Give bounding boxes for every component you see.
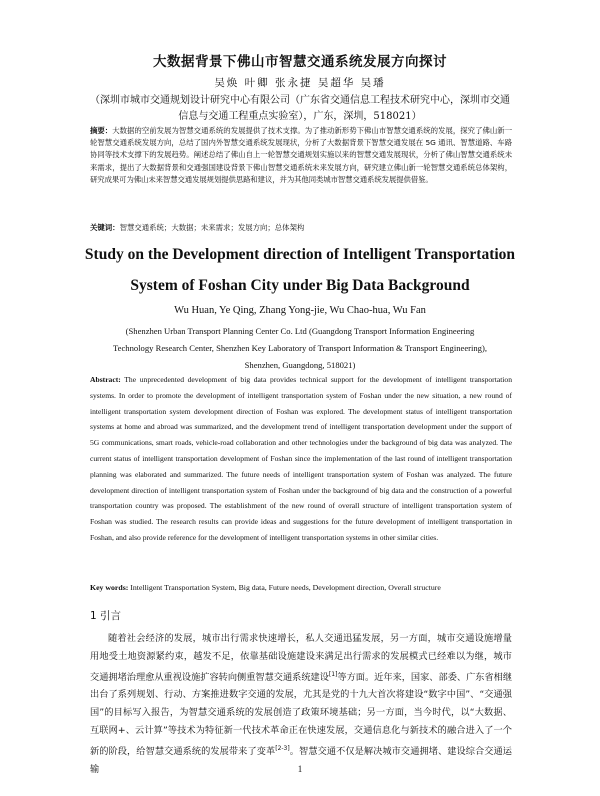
chinese-abstract-label: 摘要： <box>90 126 113 135</box>
chinese-keywords-text: 智慧交通系统；大数据；未来需求；发展方向；总体架构 <box>119 223 305 232</box>
chinese-abstract <box>90 125 512 186</box>
citation-marker: [2-3] <box>275 744 290 752</box>
citation-marker: [1] <box>328 670 338 678</box>
chinese-title: 大数据背景下佛山市智慧交通系统发展方向探讨 <box>153 54 447 70</box>
introduction-text: 。智慧交通不仅是解决城市交通拥堵、建设综合交通运输 <box>90 745 512 775</box>
english-affiliation-line: (Shenzhen Urban Transport Planning Center Co. Ltd (Guangdong Transport Information Engineering <box>125 326 475 336</box>
chinese-keywords <box>90 222 512 233</box>
english-authors: Wu Huan, Ye Qing, Zhang Yong-jie, Wu Chao-hua, Wu Fan <box>174 305 426 316</box>
section-heading-introduction: 1 引言 <box>90 610 122 622</box>
english-keywords <box>90 583 512 592</box>
english-keywords-label: Key words: <box>90 583 129 592</box>
page-number: 1 <box>297 764 303 774</box>
introduction-text: 随着社会经济的发展，城市出行需求快速增长，私人交通迅猛发展，另一方面，城市交通设施增量用地受土地资源紧约束，越发不足，依靠基础设施建设来满足出行需求的发展模式已经难以为继，城市交通拥堵治理愈从重视设施扩容转向侧重智慧交通系统建设 <box>90 633 512 683</box>
introduction-paragraph <box>90 630 512 779</box>
english-title-line-1: Study on the Development direction of Intelligent Transportation <box>84 246 516 263</box>
english-abstract-label: Abstract: <box>90 375 121 384</box>
chinese-keywords-label: 关键词： <box>90 223 120 232</box>
chinese-authors: 吴焕 叶卿 张永捷 吴超华 吴璠 <box>214 77 386 89</box>
english-affiliation-line: Technology Research Center, Shenzhen Key Laboratory of Transport Information & Transport Engineering), <box>113 343 487 353</box>
english-affiliation-line: Shenzhen, Guangdong, 518021) <box>244 360 356 370</box>
english-affiliation <box>80 323 520 374</box>
english-keywords-text: Intelligent Transportation System, Big data, Future needs, Development direction, Overall structure <box>130 583 441 592</box>
chinese-affiliation: （深圳市城市交通规划设计研究中心有限公司（广东省交通信息工程技术研究中心，深圳市交通信息与交通工程重点实验室），广东，深圳，518021） <box>90 95 510 122</box>
english-title-line-2: System of Foshan City under Big Data Background <box>130 277 470 294</box>
english-abstract <box>90 372 512 546</box>
introduction-text: 等方面。近年来，国家、部委、广东省相继出台了系列规划、行动、方案推进数字交通的发展，尤其是党的十九大首次将建设“数字中国”、“交通强国”的目标写入报告，为智慧交通系统的发展创造了政策环境基础；另一方面，当今时代，以“大数据、互联网+、云计算”等技术为特征新一代技术革命正在快速发展，交通信息化与新技术的融合进入了一个新的阶段，给智慧交通系统的发展带来了变革 <box>90 671 513 757</box>
english-abstract-text: The unprecedented development of big data provides technical support for the development of intelligent transportation systems. In order to promote the development of intelligent transportation system of Foshan under the new situation, a new round of intelligent transportation system development direction of Foshan was explored. The development status of intelligent transportation systems at home and abroad was summarized, and the development trend of intelligent transportation development under the support of 5G communications, smart roads, vehicle-road collaboration and other technologies under the background of big data was analyzed. The current status of intelligent transportation development of Foshan since the implementation of the last round of intelligent transportation planning was elaborated and summarized. The future needs of intelligent transportation system of Foshan was analyzed. The future development direction of intelligent transportation system of Foshan under the background of big data and the construction of a powerful transportation country was proposed. The establishment of the new round of overall structure of intelligent transportation system of Foshan was studied. The research results can provide ideas and suggestions for the future development of intelligent transportation in Foshan, and also provide reference for the development of intelligent transportation systems in other similar cities. <box>90 375 513 542</box>
chinese-abstract-text: 大数据的空前发展为智慧交通系统的发展提供了技术支撑。为了推动新形势下佛山市智慧交通系统的发展，探究了佛山新一轮智慧交通系统发展方向，总结了国内外智慧交通系统发展现状，分析了大数据背景下智慧交通发展在 5G 通讯、智慧道路、车路协同等技术支撑下的发展趋势。阐述总结了佛山自上一轮智慧交通规划实施以来的智慧交通发展现状，分析了佛山智慧交通系统未来需求，提出了大数据背景和交通强国建设背景下佛山智慧交通系统未来发展方向，研究建立佛山新一轮智慧交通系统总体架构，研究成果可为佛山未来智慧交通发展规划提供思路和建议，并为其他同类城市智慧交通系统发展提供借鉴。 <box>90 126 512 184</box>
